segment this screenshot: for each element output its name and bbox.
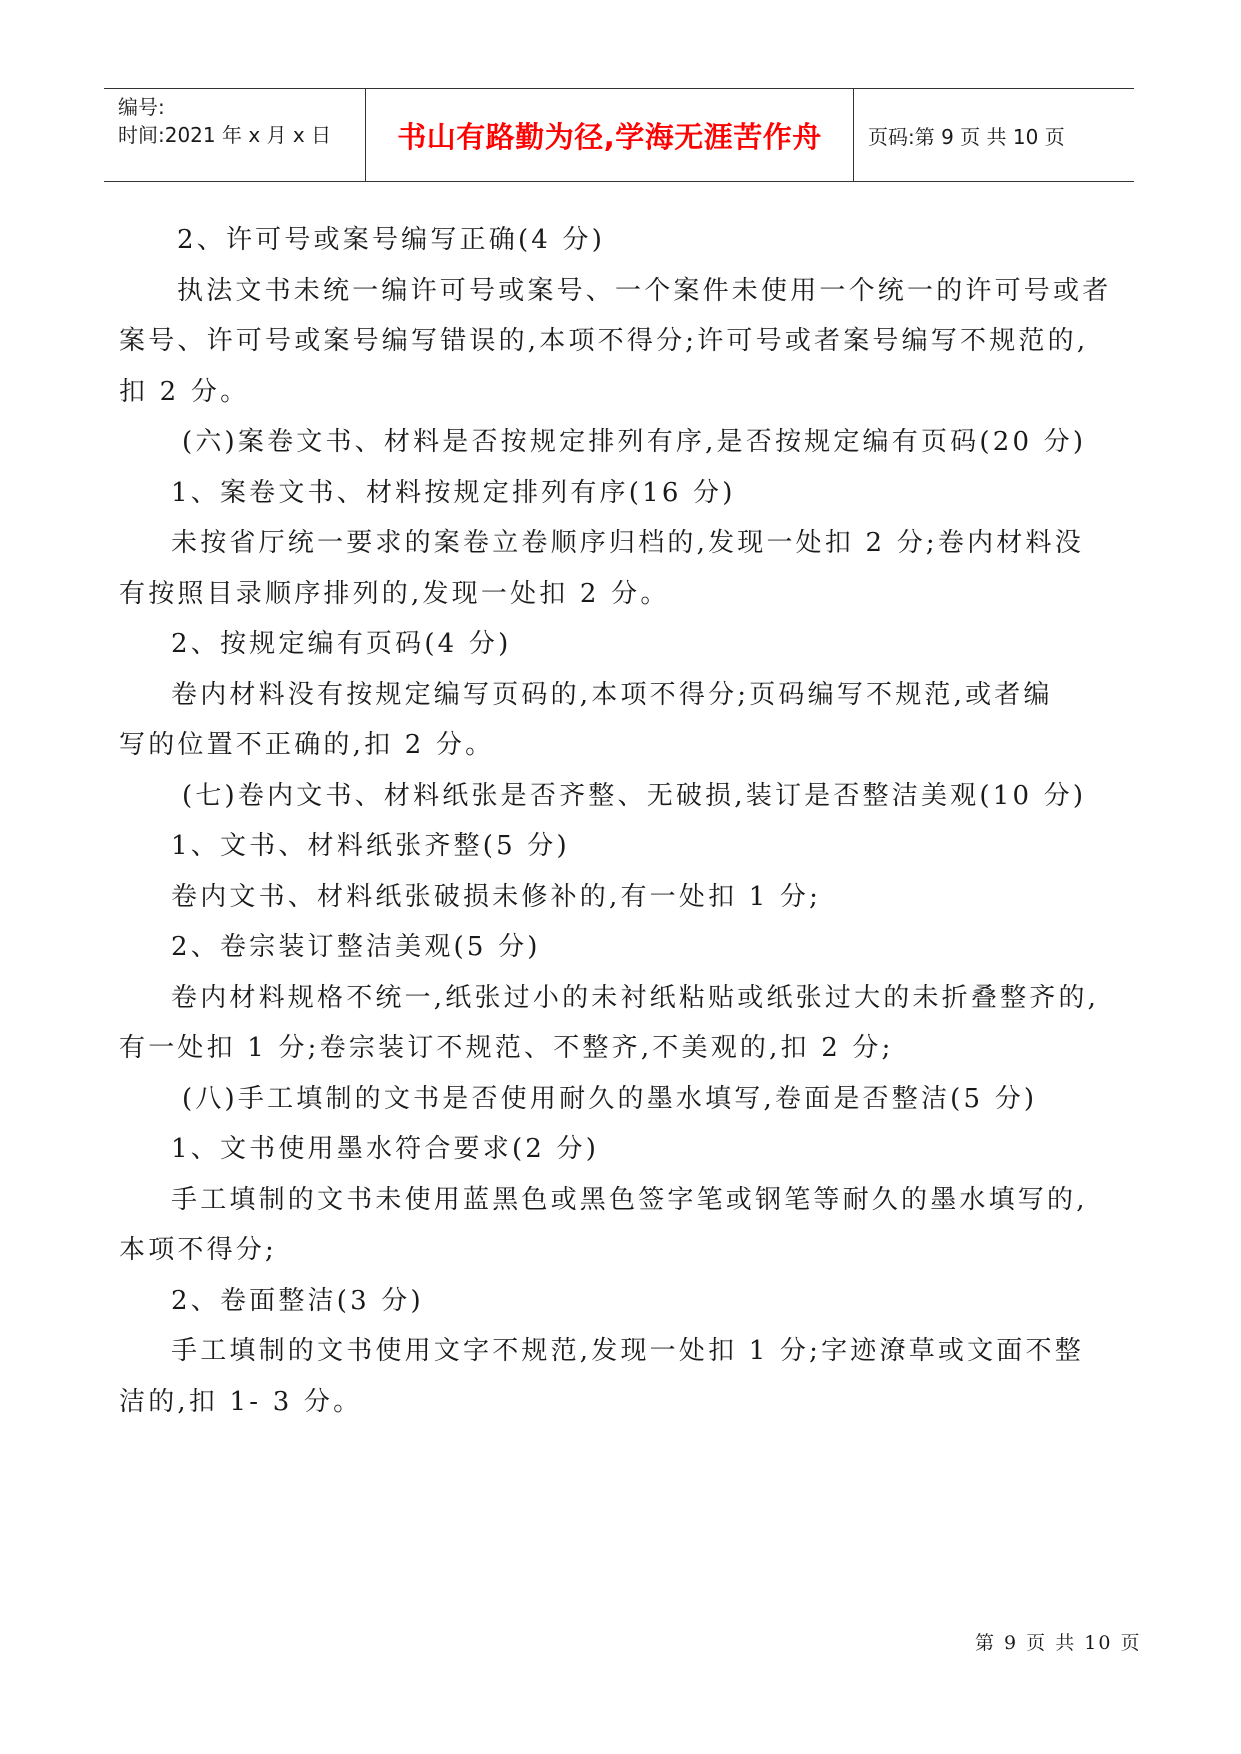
paragraph-line: 手工填制的文书未使用蓝黑色或黑色签字笔或钢笔等耐久的墨水填写的, xyxy=(171,1184,1088,1215)
paragraph-line: 卷内文书、材料纸张破损未修补的,有一处扣 1 分; xyxy=(171,881,822,912)
paragraph-line: 卷内材料没有按规定编写页码的,本项不得分;页码编写不规范,或者编 xyxy=(171,679,1053,710)
subsection-heading: 2、卷面整洁(3 分) xyxy=(171,1285,424,1316)
subsection-heading: 1、文书使用墨水符合要求(2 分) xyxy=(171,1134,600,1164)
header-motto-cell xyxy=(366,89,854,181)
paragraph-line: 卷内材料规格不统一,纸张过小的未衬纸粘贴或纸张过大的未折叠整齐的, xyxy=(171,982,1100,1013)
paragraph-line: 洁的,扣 1- 3 分。 xyxy=(119,1386,363,1417)
header-page-cell xyxy=(854,89,1134,181)
paragraph-line: 案号、许可号或案号编写错误的,本项不得分;许可号或者案号编写不规范的, xyxy=(119,326,1089,356)
paragraph-line: 有按照目录顺序排列的,发现一处扣 2 分。 xyxy=(119,578,670,609)
paragraph-line: 写的位置不正确的,扣 2 分。 xyxy=(119,730,495,760)
document-body xyxy=(119,215,1129,1427)
paragraph-line: 执法文书未统一编许可号或案号、一个案件未使用一个统一的许可号或者 xyxy=(177,275,1112,306)
footer-page-number: 第 9 页 共 10 页 xyxy=(975,1632,1142,1654)
document-number-label: 编号: xyxy=(118,95,165,119)
subsection-heading: 1、案卷文书、材料按规定排列有序(16 分) xyxy=(171,477,736,508)
document-time-label: 时间:2021 年 x 月 x 日 xyxy=(118,123,332,147)
subsection-heading: 1、文书、材料纸张齐整(5 分) xyxy=(171,831,570,861)
section-heading: (六)案卷文书、材料是否按规定排列有序,是否按规定编有页码(20 分) xyxy=(182,427,1087,457)
paragraph-line: 扣 2 分。 xyxy=(119,376,250,407)
page-header xyxy=(104,88,1134,182)
paragraph-line: 本项不得分; xyxy=(119,1235,277,1265)
page-footer xyxy=(975,1628,1141,1655)
subsection-heading: 2、卷宗装订整洁美观(5 分) xyxy=(171,932,541,962)
subsection-heading: 2、许可号或案号编写正确(4 分) xyxy=(177,225,606,255)
paragraph-line: 未按省厅统一要求的案卷立卷顺序归档的,发现一处扣 2 分;卷内材料没 xyxy=(171,528,1084,558)
header-info-cell xyxy=(104,89,366,181)
paragraph-line: 手工填制的文书使用文字不规范,发现一处扣 1 分;字迹潦草或文面不整 xyxy=(171,1336,1084,1366)
header-motto: 书山有路勤为径,学海无涯苦作舟 xyxy=(397,119,822,154)
paragraph-line: 有一处扣 1 分;卷宗装订不规范、不整齐,不美观的,扣 2 分; xyxy=(119,1033,894,1063)
section-heading: (八)手工填制的文书是否使用耐久的墨水填写,卷面是否整洁(5 分) xyxy=(182,1083,1038,1114)
section-heading: (七)卷内文书、材料纸张是否齐整、无破损,装订是否整洁美观(10 分) xyxy=(182,780,1087,811)
subsection-heading: 2、按规定编有页码(4 分) xyxy=(171,629,512,659)
header-page-label: 页码:第 9 页 共 10 页 xyxy=(868,124,1065,149)
